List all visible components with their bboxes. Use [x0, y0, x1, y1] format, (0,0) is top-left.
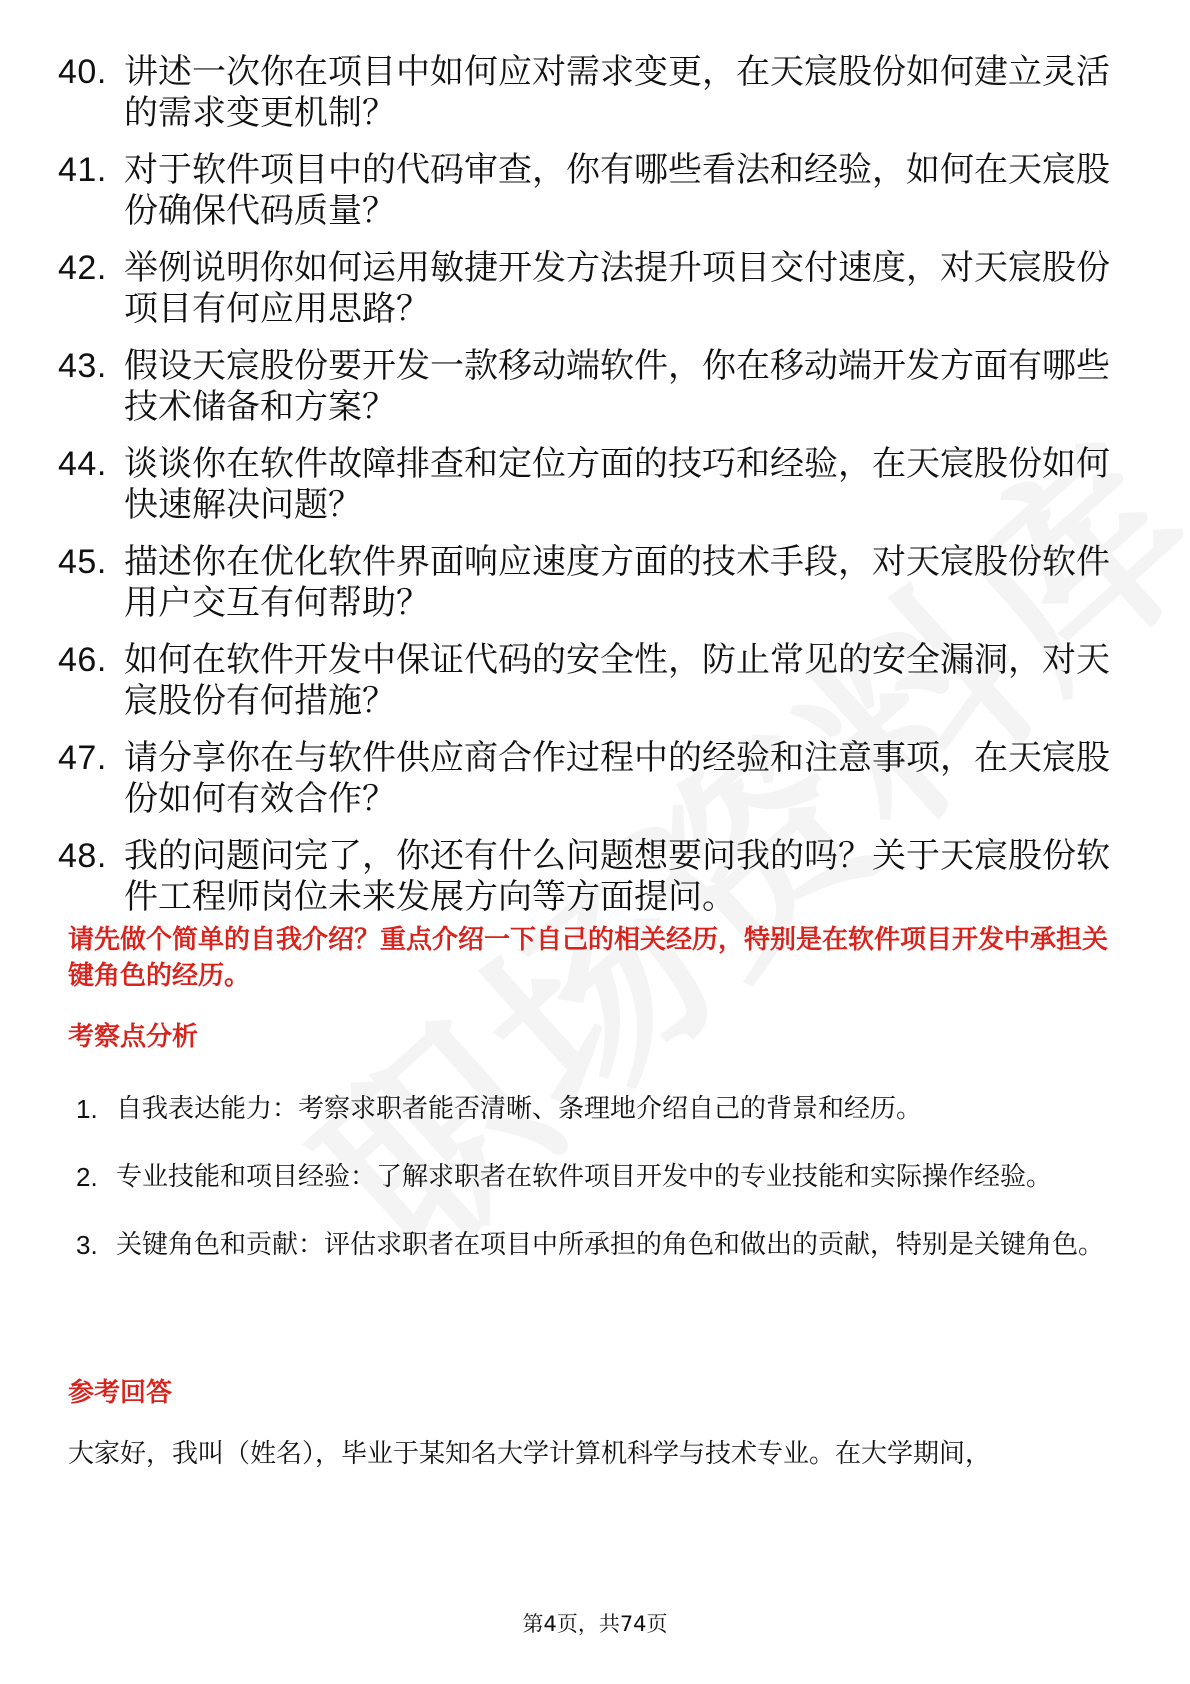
answer-heading: 参考回答 — [68, 1378, 173, 1408]
analysis-item — [76, 1150, 1116, 1204]
analysis-list — [76, 1082, 1116, 1286]
question-item — [58, 52, 1118, 134]
question-item — [58, 836, 1118, 918]
analysis-text: 关键角色和贡献：评估求职者在项目中所承担的角色和做出的贡献，特别是关键角色。 — [116, 1230, 1105, 1260]
question-text: 描述你在优化软件界面响应速度方面的技术手段，对天宸股份软件用户交互有何帮助？ — [124, 542, 1110, 623]
question-text: 对于软件项目中的代码审查，你有哪些看法和经验，如何在天宸股份确保代码质量？ — [124, 150, 1110, 231]
question-number: 44. — [58, 445, 107, 483]
question-number: 40. — [58, 53, 107, 91]
featured-question: 请先做个简单的自我介绍？重点介绍一下自己的相关经历，特别是在软件项目开发中承担关键角色的经历。 — [68, 925, 1109, 991]
analysis-number: 3. — [76, 1230, 98, 1260]
interview-question-list — [58, 52, 1118, 934]
question-text: 如何在软件开发中保证代码的安全性，防止常见的安全漏洞，对天宸股份有何措施？ — [124, 640, 1110, 721]
page-number: 第4页，共74页 — [522, 1612, 668, 1636]
question-text: 举例说明你如何运用敏捷开发方法提升项目交付速度，对天宸股份项目有何应用思路？ — [124, 248, 1110, 329]
question-number: 48. — [58, 837, 107, 875]
question-number: 42. — [58, 249, 107, 287]
question-number: 47. — [58, 739, 107, 777]
question-item — [58, 444, 1118, 526]
analysis-item — [76, 1082, 1116, 1136]
question-item — [58, 150, 1118, 232]
answer-paragraph: 大家好，我叫（姓名），毕业于某知名大学计算机科学与技术专业。在大学期间， — [68, 1439, 992, 1469]
question-number: 45. — [58, 543, 107, 581]
question-item — [58, 542, 1118, 624]
question-item — [58, 248, 1118, 330]
question-item — [58, 738, 1118, 820]
analysis-text: 自我表达能力：考察求职者能否清晰、条理地介绍自己的背景和经历。 — [116, 1094, 923, 1124]
question-number: 43. — [58, 347, 107, 385]
question-item — [58, 640, 1118, 722]
analysis-text: 专业技能和项目经验：了解求职者在软件项目开发中的专业技能和实际操作经验。 — [116, 1162, 1053, 1192]
question-number: 46. — [58, 641, 107, 679]
question-text: 我的问题问完了，你还有什么问题想要问我的吗？关于天宸股份软件工程师岗位未来发展方向等方面提问。 — [124, 836, 1110, 917]
question-text: 谈谈你在软件故障排查和定位方面的技巧和经验，在天宸股份如何快速解决问题？ — [124, 444, 1110, 525]
analysis-heading: 考察点分析 — [68, 1022, 199, 1052]
question-item — [58, 346, 1118, 428]
analysis-number: 1. — [76, 1094, 98, 1124]
analysis-item — [76, 1218, 1116, 1272]
question-text: 请分享你在与软件供应商合作过程中的经验和注意事项，在天宸股份如何有效合作？ — [124, 738, 1110, 819]
analysis-number: 2. — [76, 1162, 98, 1192]
question-text: 讲述一次你在项目中如何应对需求变更，在天宸股份如何建立灵活的需求变更机制？ — [124, 52, 1110, 133]
question-number: 41. — [58, 151, 107, 189]
question-text: 假设天宸股份要开发一款移动端软件，你在移动端开发方面有哪些技术储备和方案？ — [124, 346, 1110, 427]
